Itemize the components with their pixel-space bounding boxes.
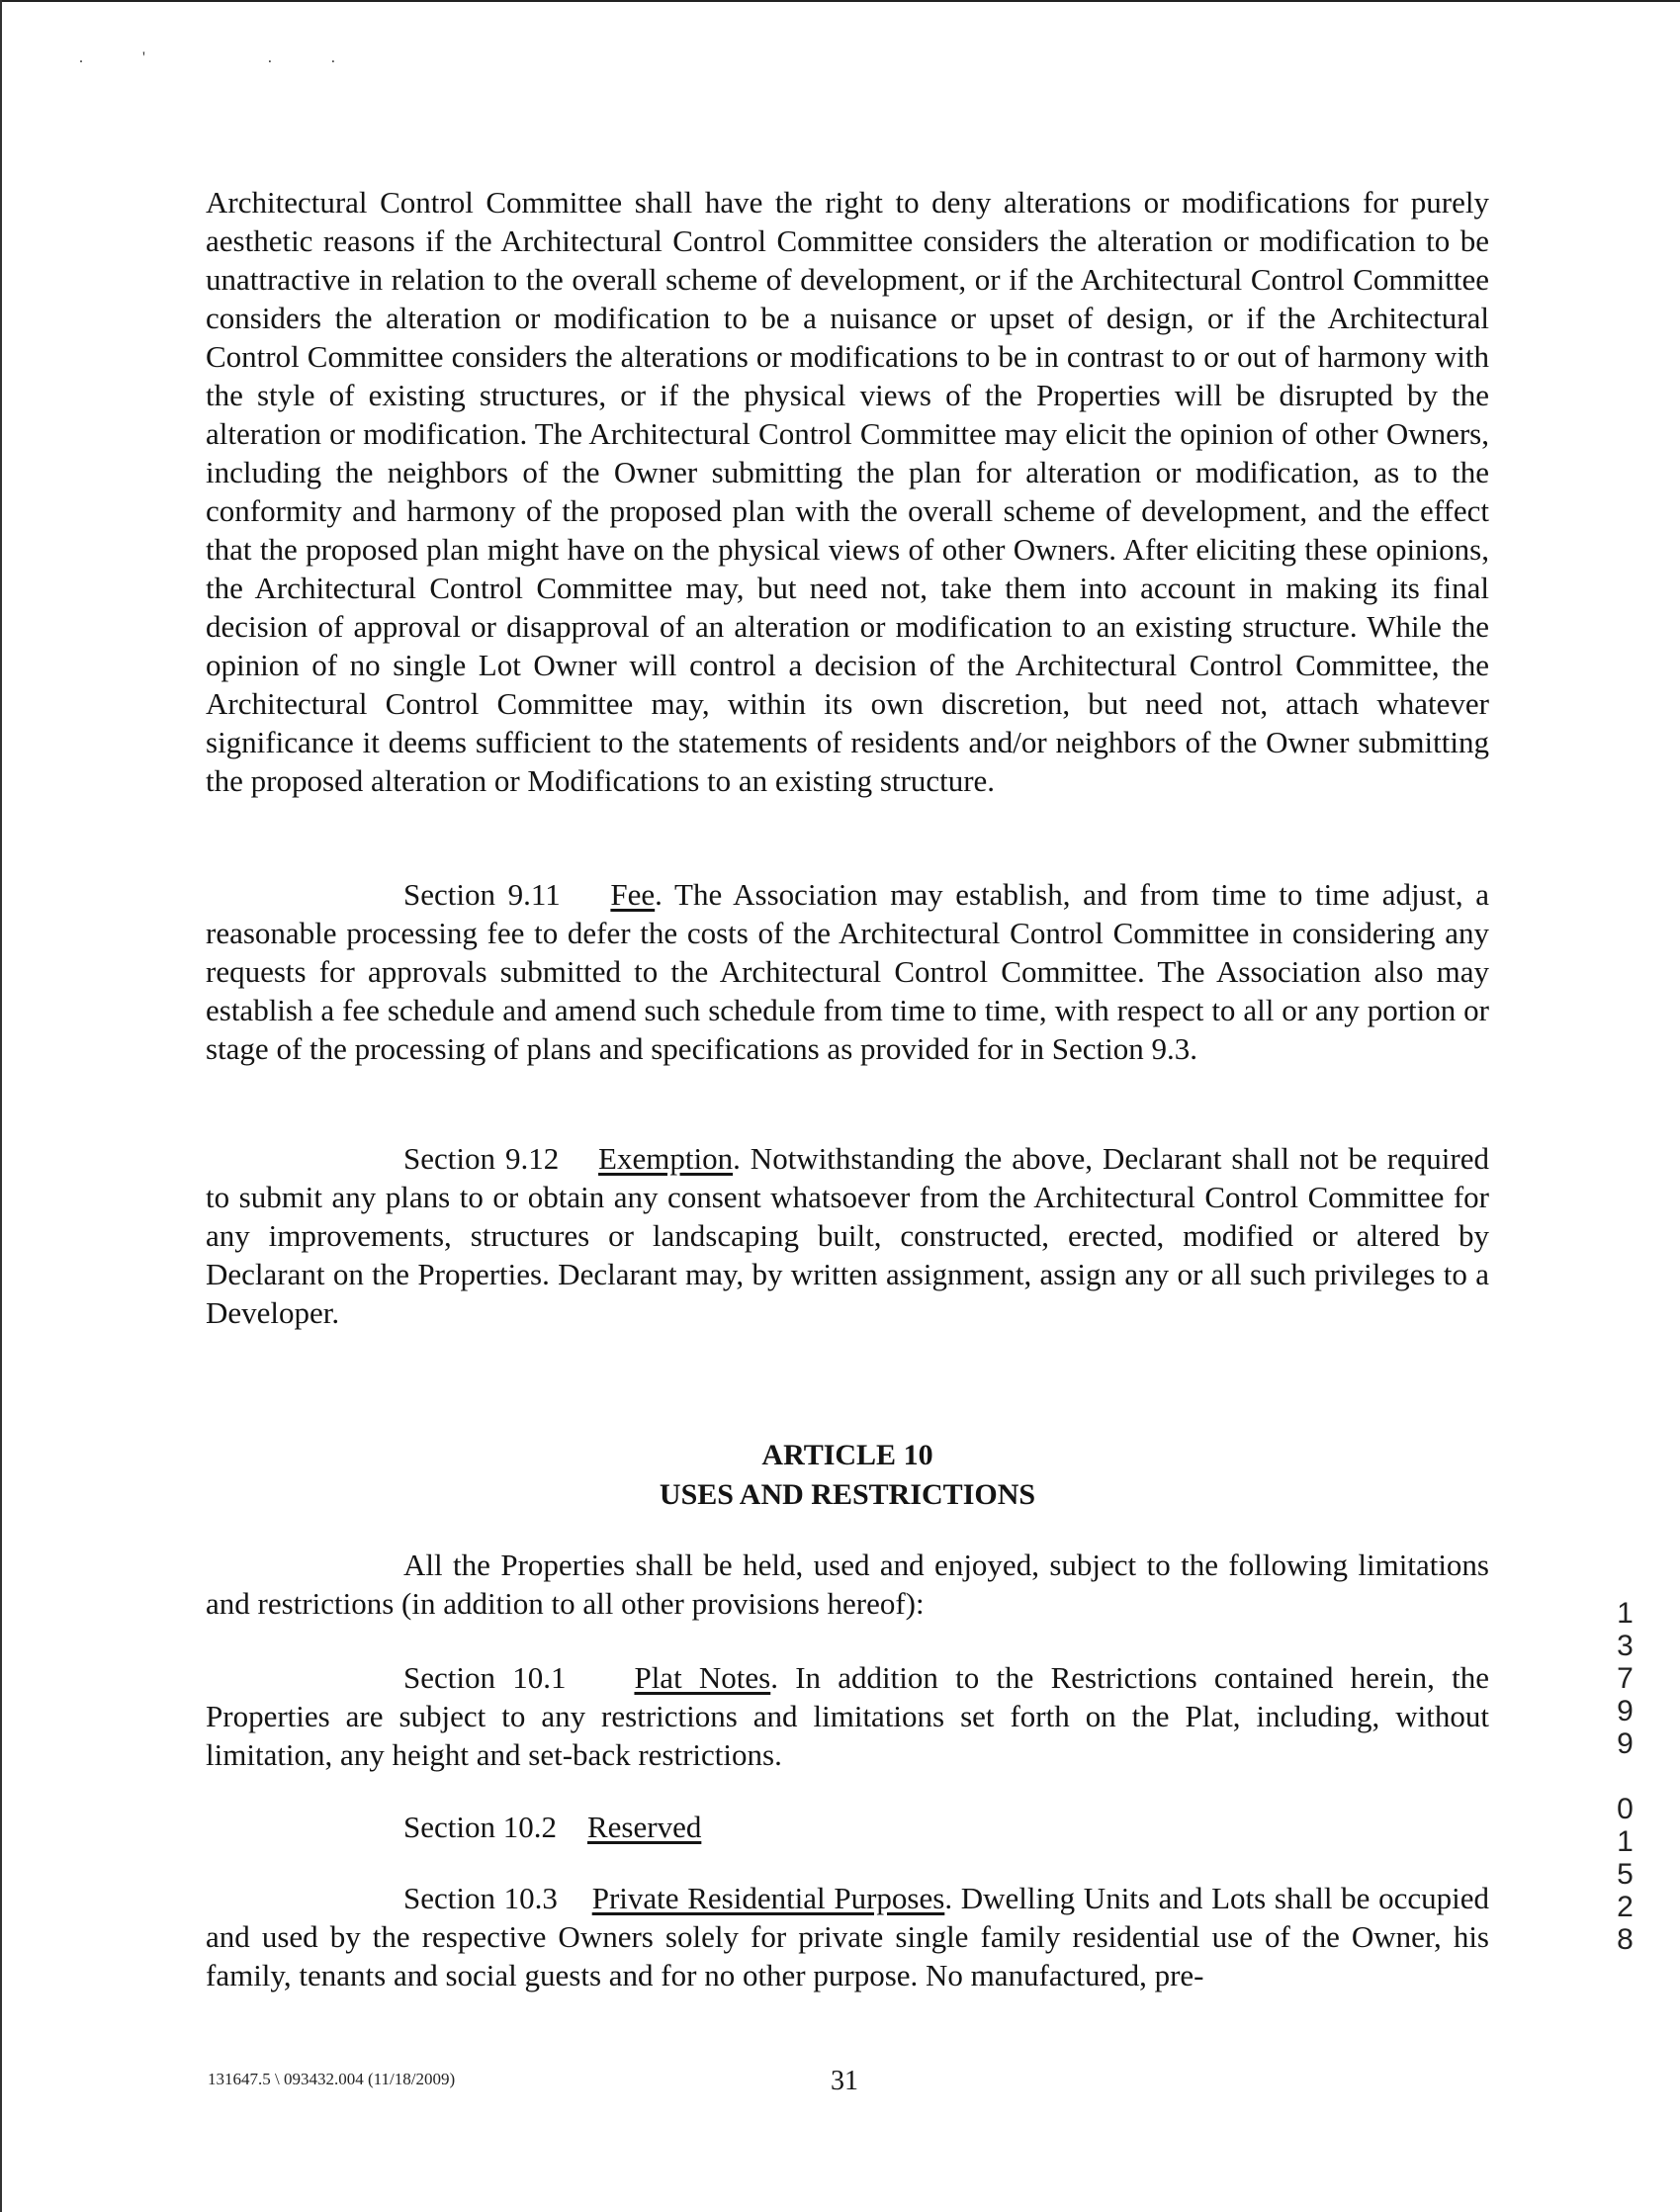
paragraph-continuation xyxy=(206,183,1489,800)
article-title: USES AND RESTRICTIONS xyxy=(659,1478,1036,1511)
page-edge-top xyxy=(0,0,1680,2)
scan-marks: .' .. xyxy=(79,49,395,66)
page-number: 31 xyxy=(831,2066,858,2096)
section-10-2 xyxy=(206,1808,1489,1846)
paragraph-text: Architectural Control Committee shall have the right to deny alterations or modifications for purely aesthetic reasons if the Architectural Control Committee considers the alteration or modification to be unattractive in relation to the overall scheme of development, or if the Architectural Control Committee considers the alteration or modification to be a nuisance or upset of design, or if the Architectural Control Committee considers the alterations or modifications to be in contrast to or out of harmony with the style of existing structures, or if the physical views of the Properties will be disrupted by the alteration or modification. The Architectural Control Committee may elicit the opinion of other Owners, including the neighbors of the Owner submitting the plan for alteration or modification, as to the conformity and harmony of the proposed plan with the overall scheme of development, and the effect that the proposed plan might have on the physical views of other Owners. After eliciting these opinions, the Architectural Control Committee may, but need not, take them into account in making its final decision of approval or disapproval of an alteration or modification to an existing structure. While the opinion of no single Lot Owner will control a decision of the Architectural Control Committee, the Architectural Control Committee may, within its own discretion, but need not, attach whatever significance it deems sufficient to the statements of residents and/or neighbors of the Owner submitting the proposed alteration or Modifications to an existing structure. xyxy=(206,185,1489,798)
section-10-3 xyxy=(206,1879,1489,1994)
section-number: Section 10.2 xyxy=(403,1810,557,1844)
section-title: Private Residential Purposes xyxy=(591,1881,945,1915)
section-number: Section 9.12 xyxy=(403,1141,560,1176)
footer-doc-id: 131647.5 \ 093432.004 (11/18/2009) xyxy=(208,2070,456,2088)
intro-text: All the Properties shall be held, used and enjoyed, subject to the following limitations and restrictions (in addition to all other provisions hereof): xyxy=(206,1548,1489,1621)
article-intro xyxy=(206,1546,1489,1623)
section-title: Exemption xyxy=(598,1141,734,1176)
section-title: Reserved xyxy=(587,1810,702,1844)
section-9-12 xyxy=(206,1139,1489,1332)
section-text: . In addition to the Restrictions contained herein, the Properties are subject to any restrictions and limitations set forth on the Plat, including, without limitation, any height and set-back restrictions. xyxy=(206,1660,1489,1772)
section-text: . The Association may establish, and from time to time adjust, a reasonable processing fee to defer the costs of the Architectural Control Committee in considering any requests for approvals submitted to the Architectural Control Committee. The Association also may establish a fee schedule and amend such schedule from time to time, with respect to all or any portion or stage of the processing of plans and specifications as provided for in Section 9.3. xyxy=(206,877,1489,1066)
section-title: Fee xyxy=(610,877,656,912)
section-number: Section 9.11 xyxy=(403,877,561,912)
section-number: Section 10.1 xyxy=(403,1660,567,1695)
section-number: Section 10.3 xyxy=(403,1881,558,1915)
section-text: . Dwelling Units and Lots shall be occupied and used by the respective Owners solely for private single family residential use of the Owner, his family, tenants and social guests and for no other purpose. No manufactured, pre- xyxy=(206,1881,1490,1992)
section-9-11 xyxy=(206,875,1489,1068)
article-heading xyxy=(206,1436,1489,1515)
section-title: Plat Notes xyxy=(634,1660,771,1695)
article-number: ARTICLE 10 xyxy=(761,1439,933,1471)
page-edge-left xyxy=(0,0,2,2212)
recording-stamp: 13799 01528 xyxy=(1609,1597,1641,1956)
section-text: . Notwithstanding the above, Declarant shall not be required to submit any plans to or obtain any consent whatsoever from the Architectural Control Committee for any improvements, structures or landscaping built, constructed, erected, modified or altered by Declarant on the Properties. Declarant may, by written assignment, assign any or all such privileges to a Developer. xyxy=(206,1141,1489,1330)
section-10-1 xyxy=(206,1658,1489,1774)
